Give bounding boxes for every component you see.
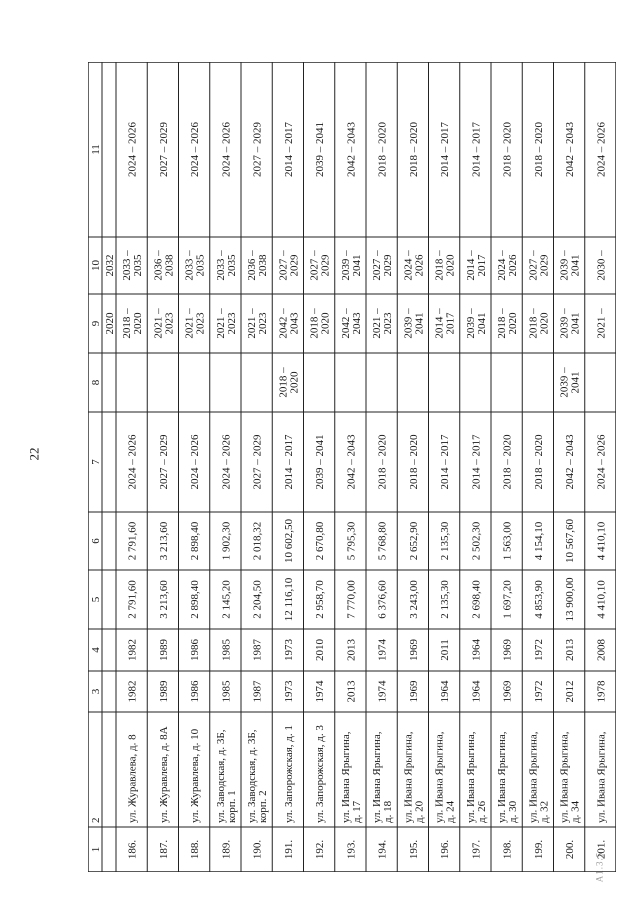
table-cell: 2018 –2020 — [277, 367, 301, 398]
table-cell: 1 697,20 — [501, 580, 514, 619]
table-cell: 2024 – 2026 — [220, 122, 233, 177]
page-number: 22 — [26, 447, 42, 461]
table-cell: 2018 –2020 — [308, 308, 332, 339]
table-cell: 1 902,30 — [220, 521, 233, 561]
table-cell: 2014 – 2017 — [470, 434, 483, 490]
apartment-buildings-table — [88, 62, 616, 872]
table-cell: 2039 –2041 — [402, 308, 426, 339]
table-cell: 2 670,80 — [314, 521, 327, 561]
table-cell: 2027 – 2029 — [251, 434, 264, 490]
table-cell: 2010 — [314, 639, 327, 661]
table-cell: 2033 –2035 — [121, 250, 145, 281]
table-cell: ул. Ивана Ярыгина, — [595, 731, 608, 823]
table-cell: 2039 –2041 — [558, 308, 582, 339]
table-cell: 1 563,00 — [501, 521, 514, 561]
table-cell: 3 243,00 — [407, 580, 420, 619]
table-cell: 2 652,90 — [407, 521, 420, 561]
table-cell: ул. Заводская, д. 3Б,корп. 2 — [246, 729, 270, 823]
table-cell: 2042 – 2043 — [345, 434, 358, 490]
table-cell: 1982 — [126, 639, 139, 661]
table-cell: 2027 –2029 — [527, 250, 551, 281]
table-cell: 187. — [157, 839, 170, 860]
table-cell: 1974 — [314, 680, 327, 703]
table-cell: 2014 – 2017 — [439, 122, 452, 177]
table-cell: 12 116,10 — [282, 577, 295, 622]
carry-cell: 2020 — [104, 312, 116, 335]
table-cell: 2 204,50 — [251, 580, 264, 619]
table-cell: 1987 — [251, 639, 264, 661]
table-cell: 189. — [220, 839, 233, 860]
table-cell: ул. Ивана Ярыгина,д. 18 — [371, 731, 395, 823]
table-cell: 2021 –2023 — [214, 308, 238, 339]
table-cell: 4 410,10 — [595, 580, 608, 619]
table-cell: 2 135,30 — [439, 521, 452, 561]
table-cell: 2 502,30 — [470, 521, 483, 561]
table-cell: 2033 –2035 — [183, 250, 207, 281]
table-cell: 2 958,70 — [314, 580, 327, 619]
table-cell: 1969 — [407, 680, 420, 703]
table-cell: ул. Журавлева, д. 8А — [157, 726, 170, 823]
table-cell: 2042 –2043 — [277, 308, 301, 339]
table-cell: 2021 –2023 — [152, 308, 176, 339]
table-cell: 2042 – 2043 — [345, 122, 358, 177]
table-cell: 2014 –2017 — [433, 308, 457, 339]
table-cell: 2024 – 2026 — [189, 434, 202, 490]
table-cell: 192. — [314, 839, 327, 860]
table-cell: 2 791,60 — [126, 521, 139, 561]
table-cell: ул. Заводская, д. 3Б,корп. 1 — [214, 729, 238, 823]
table-cell: 2039 –2041 — [339, 250, 363, 281]
table-cell: 10 567,60 — [564, 519, 577, 563]
table-cell: ул. Ивана Ярыгина,д. 34 — [558, 731, 582, 823]
table-cell: 2 135,30 — [439, 580, 452, 619]
table-cell: 2039 –2041 — [558, 367, 582, 398]
table-cell: 2036 –2038 — [152, 250, 176, 281]
table-cell: 2039 – 2041 — [314, 122, 327, 177]
table-cell: 1989 — [157, 680, 170, 703]
table-cell: 2018 –2020 — [121, 308, 145, 339]
table-cell: ул. Ивана Ярыгина,д. 26 — [464, 731, 488, 823]
table-cell: 4 853,90 — [532, 580, 545, 619]
table-cell: 2 791,60 — [126, 580, 139, 619]
table-cell: 1978 — [595, 680, 608, 703]
table-cell: 1972 — [532, 680, 545, 703]
table-cell: 2024 – 2026 — [189, 122, 202, 177]
table-cell: 2013 — [564, 639, 577, 661]
table-cell: 2018 – 2020 — [501, 122, 514, 177]
table-cell: ул. Ивана Ярыгина,д. 20 — [402, 731, 426, 823]
table-cell: 2024 – 2026 — [220, 434, 233, 490]
table-cell: 4 410,10 — [595, 521, 608, 561]
header-cell: 3 — [90, 688, 102, 695]
table-cell: 188. — [189, 839, 202, 860]
table-cell: 1974 — [376, 639, 389, 661]
table-cell: ул. Журавлева, д. 8 — [126, 734, 139, 823]
table-cell: 2039 –2041 — [464, 308, 488, 339]
table-cell: 2018 –2020 — [496, 308, 520, 339]
table-cell: 2 898,40 — [189, 521, 202, 561]
table-cell: ул. Ивана Ярыгина,д. 17 — [339, 731, 363, 823]
table-cell: 1987 — [251, 680, 264, 703]
table-cell: 2039 – 2041 — [314, 434, 327, 490]
table-cell: 2024 –2026 — [496, 250, 520, 281]
table-cell: 198. — [501, 839, 514, 860]
table-cell: 2018 – 2020 — [532, 434, 545, 490]
table-cell: 2018 – 2020 — [532, 122, 545, 177]
table-cell: 1973 — [282, 639, 295, 661]
table-cell: 2018 – 2020 — [501, 434, 514, 490]
table-cell: 186. — [126, 839, 139, 860]
header-cell: 6 — [90, 538, 102, 544]
header-cell: 1 — [90, 846, 102, 853]
table-cell: 2014 – 2017 — [470, 122, 483, 177]
table-cell: 2018 – 2020 — [407, 434, 420, 490]
table-cell: 2027 –2029 — [371, 250, 395, 281]
table-cell: ул. Ивана Ярыгина,д. 32 — [527, 731, 551, 823]
table-cell: 200. — [564, 839, 577, 860]
table-cell: 2042 – 2043 — [564, 434, 577, 490]
table-cell: 2021 –2023 — [246, 308, 270, 339]
table-cell: 1985 — [220, 680, 233, 703]
table-cell: ул. Ивана Ярыгина,д. 24 — [433, 731, 457, 823]
table-cell: 2027 – 2029 — [251, 122, 264, 177]
table-cell: 197. — [470, 839, 483, 860]
table-cell: 2018 – 2020 — [407, 122, 420, 177]
table-cell: 2024 – 2026 — [595, 434, 608, 490]
table-cell: 2018 – 2020 — [376, 122, 389, 177]
table-cell: 2024 –2026 — [402, 250, 426, 281]
table-cell: 1964 — [470, 639, 483, 661]
header-cell: 2 — [90, 817, 102, 823]
table-cell: 2021 – — [595, 308, 608, 339]
table-cell: 5 768,80 — [376, 521, 389, 561]
table-cell: 195. — [407, 839, 420, 860]
header-cell: 11 — [90, 144, 102, 155]
table-cell: 193. — [345, 839, 358, 860]
table-cell: 2033 –2035 — [214, 250, 238, 281]
table-cell: 2042 – 2043 — [564, 122, 577, 177]
header-cell: 7 — [90, 459, 102, 465]
table-cell: 2027 – 2029 — [157, 434, 170, 490]
table-cell: 1973 — [282, 680, 295, 703]
table-cell: 2 018,32 — [251, 521, 264, 561]
table-cell: 2012 — [564, 680, 577, 703]
table-cell: 2014 –2017 — [464, 250, 488, 281]
table-cell: 2 698,40 — [470, 580, 483, 619]
table-cell: 196. — [439, 839, 452, 860]
table-cell: 1985 — [220, 639, 233, 661]
table-cell: ул. Запорожская, д. 3 — [314, 725, 327, 823]
table-cell: 2 898,40 — [189, 580, 202, 619]
table-cell: 2 145,20 — [220, 580, 233, 619]
table-cell: 1972 — [532, 639, 545, 661]
table-cell: ул. Журавлева, д. 10 — [189, 728, 202, 823]
table-cell: 2018 –2020 — [527, 308, 551, 339]
table-cell: 1986 — [189, 639, 202, 661]
table-cell: 2018 –2020 — [433, 250, 457, 281]
archive-stamp: A1.3.5 — [594, 851, 605, 883]
table-cell: 2027 – 2029 — [157, 122, 170, 177]
table-cell: 3 213,60 — [157, 521, 170, 561]
table-cell: 2039 –2041 — [558, 250, 582, 281]
table-cell: 190. — [251, 839, 264, 860]
table-cell: 2042 –2043 — [339, 308, 363, 339]
table-cell: 199. — [532, 839, 545, 860]
table-cell: 2021 –2023 — [183, 308, 207, 339]
table-cell: 1986 — [189, 680, 202, 703]
table-cell: 2027 –2029 — [308, 250, 332, 281]
header-cell: 9 — [90, 320, 102, 327]
table-cell: 201. — [595, 839, 608, 860]
table-cell: 1964 — [439, 680, 452, 703]
table-cell: 1974 — [376, 680, 389, 703]
table-cell: 2021 –2023 — [371, 308, 395, 339]
table-cell: ул. Запорожская, д. 1 — [282, 725, 295, 823]
table-cell: 2011 — [439, 639, 452, 661]
table-cell: 2013 — [345, 680, 358, 703]
table-cell: 2027 –2029 — [277, 250, 301, 281]
table-cell: 2024 – 2026 — [595, 122, 608, 177]
table-cell: 2024 – 2026 — [126, 122, 139, 177]
table-cell: 2014 – 2017 — [282, 434, 295, 490]
table-cell: 5 795,30 — [345, 521, 358, 561]
table-cell: 2018 – 2020 — [376, 434, 389, 490]
table-cell: 2014 – 2017 — [282, 122, 295, 177]
table-cell: 1969 — [501, 680, 514, 703]
table-cell: 2008 — [595, 639, 608, 661]
table-cell: 1982 — [126, 680, 139, 703]
table-cell: 1969 — [407, 639, 420, 661]
table-cell: 2024 – 2026 — [126, 434, 139, 490]
table-cell: 2036 –2038 — [246, 250, 270, 281]
table-cell: 191. — [282, 839, 295, 860]
header-cell: 4 — [90, 647, 102, 653]
header-cell: 5 — [90, 596, 102, 603]
table-cell: 13 900,00 — [564, 577, 577, 622]
table-cell: 4 154,10 — [532, 521, 545, 561]
header-cell: 10 — [90, 260, 102, 271]
table-cell: 6 376,60 — [376, 580, 389, 619]
header-cell: 8 — [90, 379, 102, 386]
table-cell: 194. — [376, 839, 389, 860]
table-cell: 7 770,00 — [345, 580, 358, 619]
table-cell: 1964 — [470, 680, 483, 703]
table-cell: 10 602,50 — [282, 519, 295, 563]
table-cell: 2030 – — [595, 250, 608, 281]
table-cell: 2014 – 2017 — [439, 434, 452, 490]
table-cell: 3 213,60 — [157, 580, 170, 619]
table-cell: 1989 — [157, 639, 170, 661]
carry-cell: 2032 — [104, 254, 116, 277]
table-cell: ул. Ивана Ярыгина,д. 30 — [496, 731, 520, 823]
table-cell: 1969 — [501, 639, 514, 661]
table-cell: 2013 — [345, 639, 358, 661]
